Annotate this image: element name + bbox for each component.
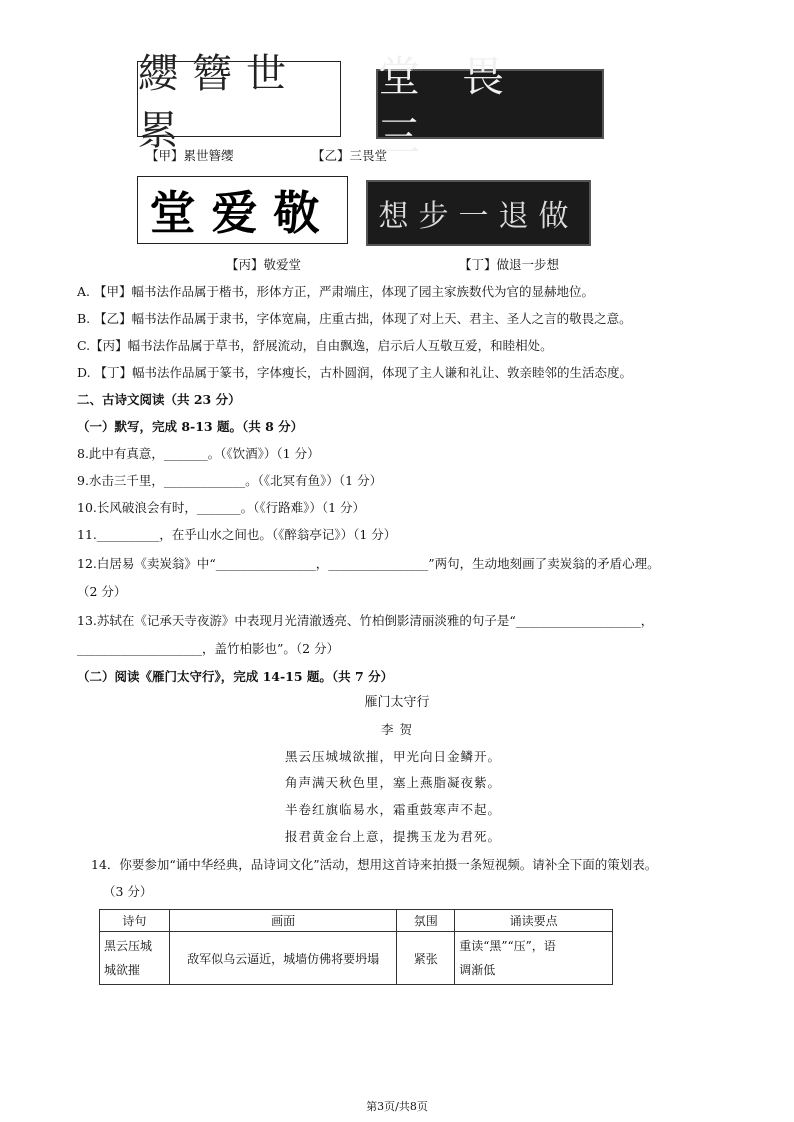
question-13: 13.苏轼在《记承天寺夜游》中表现月光清澈透亮、竹柏倒影清丽淡雅的句子是“____________________，	[77, 613, 654, 628]
poem-author: 李 贺	[381, 722, 413, 737]
caption-ding: 【丁】做退一步想	[459, 257, 560, 272]
calligraphy-bing-text: 堂爱敬	[149, 186, 336, 240]
option-a: A. 【甲】幅书法作品属于楷书，形体方正，严肃端庄，体现了园主家族数代为官的显赫地位。	[77, 284, 594, 299]
part1-title: （一）默写，完成 8-13 题。（共 8 分）	[77, 419, 304, 434]
cell-verse-line1: 黑云压城	[104, 939, 153, 953]
cell-mood: 紧张	[397, 932, 455, 985]
option-b: B. 【乙】幅书法作品属于隶书，字体宽扁，庄重古拙，体现了对上天、君主、圣人之言的敬畏之意。	[77, 311, 632, 326]
page-footer: 第3页/共8页	[366, 1100, 428, 1113]
cell-tips	[455, 932, 613, 985]
cell-tips-line2: 调渐低	[459, 963, 496, 977]
question-14-score: （3 分）	[103, 884, 153, 899]
question-13-cont: ____________________，盖竹柏影也”。（2 分）	[77, 641, 340, 656]
calligraphy-ding-image	[366, 180, 591, 246]
poem-line-1: 黑云压城城欲摧，甲光向日金鳞开。	[285, 749, 502, 764]
calligraphy-bing-image	[137, 176, 348, 244]
question-12-score: （2 分）	[77, 584, 127, 599]
caption-bing: 【丙】敬爱堂	[226, 257, 302, 272]
question-12: 12.白居易《卖炭翁》中“________________，________________”两句，生动地刻画了卖炭翁的矛盾心理。	[77, 556, 660, 571]
option-c: C.【丙】幅书法作品属于草书，舒展流动，自由飘逸，启示后人互敬互爱，和睦相处。	[77, 338, 553, 353]
question-9: 9.水击三千里，_____________。（《北冥有鱼》）（1 分）	[77, 473, 383, 488]
calligraphy-yi-text: 堂畏三	[378, 52, 547, 161]
poem-line-4: 报君黄金台上意，提携玉龙为君死。	[285, 829, 502, 844]
question-8: 8.此中有真意，_______。（《饮酒》）（1 分）	[77, 446, 320, 461]
header-mood: 氛围	[397, 910, 455, 932]
header-scene: 画面	[169, 910, 396, 932]
calligraphy-jia-image	[137, 51, 341, 154]
question-14: 14．你要参加“诵中华经典，品诗词文化”活动，想用这首诗来拍摄一条短视频。请补全下面的策划表。	[91, 857, 658, 872]
caption-jia: 【甲】累世簪缨	[146, 148, 234, 163]
header-verse: 诗句	[100, 910, 170, 932]
poem-title: 雁门太守行	[364, 695, 430, 710]
header-tips: 诵读要点	[455, 910, 613, 932]
calligraphy-jia-text: 纓簪世累	[138, 51, 300, 154]
question-11: 11.__________，在乎山水之间也。（《醉翁亭记》）（1 分）	[77, 527, 397, 542]
poem-line-3: 半卷红旗临易水，霜重鼓寒声不起。	[285, 802, 502, 817]
table-row	[100, 932, 613, 985]
calligraphy-ding-text: 想步一退做	[378, 199, 579, 234]
section-title: 二、古诗文阅读（共 23 分）	[77, 392, 241, 407]
table-header-row	[100, 910, 613, 932]
option-d: D. 【丁】幅书法作品属于篆书，字体瘦长，古朴圆润，体现了主人谦和礼让、敦亲睦邻的生活态度。	[77, 365, 633, 380]
cell-verse-line2: 城欲摧	[104, 963, 141, 977]
poem-line-2: 角声满天秋色里，塞上燕脂凝夜紫。	[285, 775, 502, 790]
caption-yi: 【乙】三畏堂	[312, 148, 388, 163]
cell-tips-line1: 重读“黑”“压”，语	[459, 939, 556, 953]
question-10: 10.长风破浪会有时，_______。（《行路难》）（1 分）	[77, 500, 366, 515]
calligraphy-yi-image	[376, 52, 604, 161]
cell-verse	[100, 932, 170, 985]
planning-table	[99, 909, 613, 985]
cell-scene: 敌军似乌云逼近，城墙仿佛将要坍塌	[169, 932, 396, 985]
part2-title: （二）阅读《雁门太守行》，完成 14-15 题。（共 7 分）	[77, 669, 394, 684]
